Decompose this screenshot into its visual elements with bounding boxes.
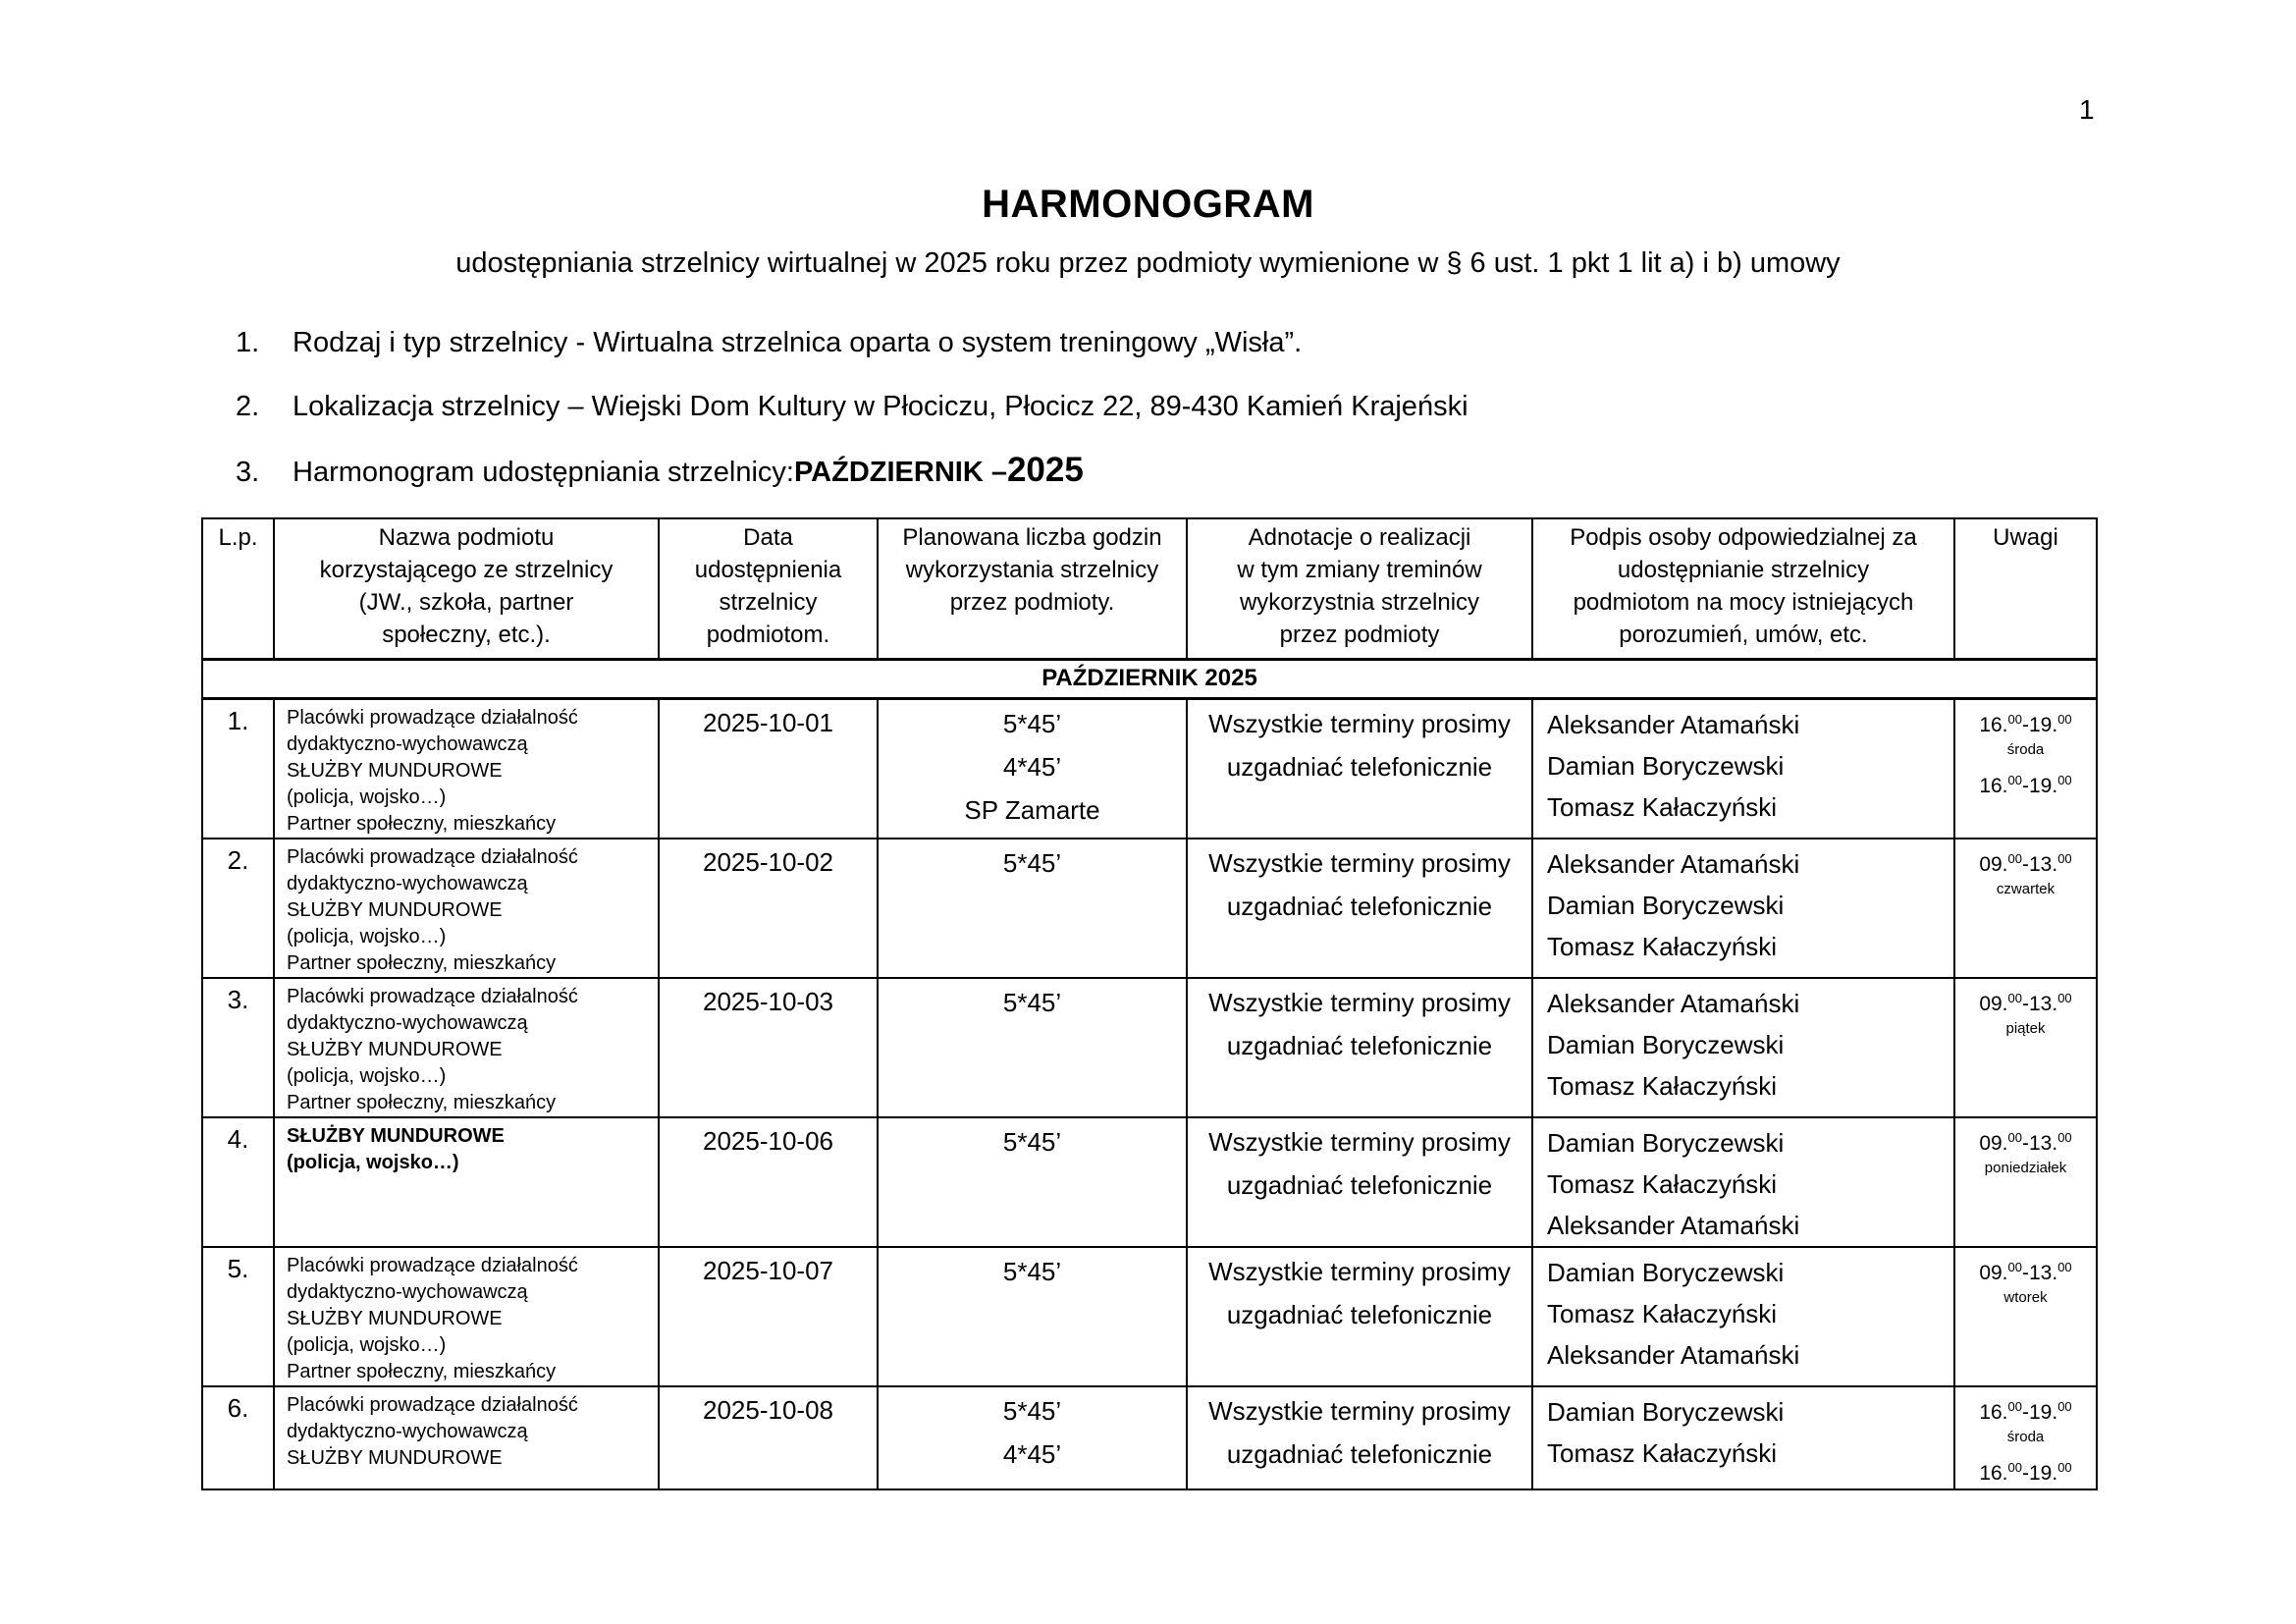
header-line: podmiotom na mocy istniejących (1573, 589, 1914, 616)
intro-item (236, 392, 1468, 421)
list-number: 2. (236, 391, 260, 422)
entity-line: SŁUŻBY MUNDUROWE (287, 898, 503, 921)
signature-name: Damian Boryczewski (1547, 1029, 1785, 1059)
notes-cell (1187, 1247, 1532, 1386)
signature-cell (1532, 1247, 1954, 1386)
hours-line: 5*45’ (1002, 1256, 1062, 1286)
lp-cell: 3. (202, 978, 274, 1117)
entity-line: Partner społeczny, mieszkańcy (287, 1091, 557, 1113)
hours-line: 5*45’ (1002, 1126, 1062, 1157)
time-superscript: 00 (2007, 711, 2022, 727)
entity-line: (policja, wojsko…) (287, 925, 447, 947)
notes-line: uzgadniać telefonicznie (1226, 751, 1493, 782)
hours-line: 5*45’ (1002, 987, 1062, 1017)
remarks-cell (1954, 1117, 2097, 1247)
notes-line: Wszystkie terminy prosimy (1208, 987, 1511, 1017)
signature-name: Tomasz Kałaczyński (1547, 1437, 1778, 1468)
header-line: wykorzystnia strzelnicy (1239, 589, 1480, 616)
list-text: Lokalizacja strzelnicy – Wiejski Dom Kultury w Płociczu, Płocicz 22, 89-430 Kamień Krajeński (293, 391, 1468, 422)
notes-cell (1187, 1386, 1532, 1489)
remark-time: 09.00-13.00 (1979, 1129, 2072, 1155)
notes-line: Wszystkie terminy prosimy (1208, 847, 1511, 878)
time-superscript: 00 (2007, 772, 2022, 787)
header-line: przez podmioty. (949, 589, 1115, 616)
notes-line: Wszystkie terminy prosimy (1208, 1256, 1511, 1286)
entity-cell (274, 1386, 659, 1489)
time-superscript: 00 (2007, 1459, 2022, 1475)
notes-line: uzgadniać telefonicznie (1226, 1030, 1493, 1060)
remarks-cell (1954, 1247, 2097, 1386)
remark-time: 16.00-19.00 (1979, 1398, 2072, 1424)
entity-line: dydaktyczno-wychowawczą (287, 1280, 528, 1303)
entity-line: dydaktyczno-wychowawczą (287, 732, 528, 755)
remark-day: środa (2006, 740, 2045, 758)
entity-line: Partner społeczny, mieszkańcy (287, 1360, 557, 1382)
header-line: L.p. (218, 524, 258, 551)
remark-time: 09.00-13.00 (1979, 850, 2072, 876)
list-text: Rodzaj i typ strzelnicy - Wirtualna strzelnica oparta o system treningowy „Wisła”. (293, 327, 1303, 358)
date-cell: 2025-10-06 (659, 1117, 878, 1247)
remarks-cell (1954, 978, 2097, 1117)
remark-time: 16.00-19.00 (1979, 711, 2072, 736)
table-row (202, 839, 2097, 978)
remarks-cell (1954, 1386, 2097, 1489)
schedule-table-body (202, 659, 2097, 1489)
list-text-bold: PAŹDZIERNIK – (793, 457, 1007, 488)
signature-name: Damian Boryczewski (1547, 1257, 1785, 1287)
lp-cell: 6. (202, 1386, 274, 1489)
date-cell: 2025-10-08 (659, 1386, 878, 1489)
hours-line: SP Zamarte (964, 794, 1100, 825)
time-superscript: 00 (2007, 1398, 2022, 1414)
time-superscript: 00 (2057, 850, 2072, 866)
notes-line: uzgadniać telefonicznie (1226, 891, 1493, 921)
remark-day: wtorek (2003, 1288, 2048, 1306)
signature-name: Aleksander Atamański (1547, 1339, 1800, 1370)
signature-name: Tomasz Kałaczyński (1547, 1070, 1778, 1101)
lp-cell: 2. (202, 839, 274, 978)
list-number: 3. (236, 457, 260, 488)
remark-day: poniedziałek (1984, 1159, 2067, 1176)
time-superscript: 00 (2007, 1129, 2022, 1145)
hours-cell (878, 1386, 1187, 1489)
hours-cell (878, 698, 1187, 839)
signature-name: Tomasz Kałaczyński (1547, 1168, 1778, 1199)
notes-line: Wszystkie terminy prosimy (1208, 1126, 1511, 1157)
table-row (202, 978, 2097, 1117)
time-superscript: 00 (2007, 1259, 2022, 1274)
hours-cell (878, 1117, 1187, 1247)
remark-day: czwartek (1996, 880, 2056, 897)
entity-line: Placówki prowadzące działalność (287, 1393, 578, 1416)
entity-cell (274, 1247, 659, 1386)
remark-day: środa (2006, 1428, 2045, 1445)
notes-cell (1187, 698, 1532, 839)
hours-line: 5*45’ (1002, 847, 1062, 878)
list-number: 1. (236, 327, 260, 358)
signature-name: Damian Boryczewski (1547, 890, 1785, 920)
header-line: Data (743, 524, 793, 551)
header-line: podmiotom. (706, 622, 830, 648)
entity-line: dydaktyczno-wychowawczą (287, 1011, 528, 1034)
header-cell (1532, 518, 1954, 659)
remarks-cell (1954, 698, 2097, 839)
time-superscript: 00 (2057, 1129, 2072, 1145)
lp-cell: 5. (202, 1247, 274, 1386)
notes-line: uzgadniać telefonicznie (1226, 1299, 1493, 1329)
notes-line: Wszystkie terminy prosimy (1208, 708, 1511, 738)
signature-cell (1532, 1386, 1954, 1489)
entity-cell (274, 978, 659, 1117)
entity-cell (274, 698, 659, 839)
time-superscript: 00 (2007, 990, 2022, 1005)
lp-cell: 1. (202, 698, 274, 839)
header-cell (1954, 518, 2097, 659)
notes-line: uzgadniać telefonicznie (1226, 1438, 1493, 1469)
header-line: udostępnienia (694, 557, 842, 583)
page-number: 1 (2079, 94, 2095, 125)
time-superscript: 00 (2057, 711, 2072, 727)
entity-line: (policja, wojsko…) (287, 1064, 447, 1087)
remark-time: 09.00-13.00 (1979, 1259, 2072, 1284)
entity-line: dydaktyczno-wychowawczą (287, 872, 528, 894)
date-cell: 2025-10-02 (659, 839, 878, 978)
signature-name: Tomasz Kałaczyński (1547, 1298, 1778, 1328)
signature-cell (1532, 839, 1954, 978)
header-cell (659, 518, 878, 659)
signature-name: Damian Boryczewski (1547, 1127, 1785, 1158)
lp-cell: 4. (202, 1117, 274, 1247)
entity-line: SŁUŻBY MUNDUROWE (287, 1446, 503, 1469)
entity-line: (policja, wojsko…) (287, 1151, 459, 1173)
notes-cell (1187, 839, 1532, 978)
hours-line: 4*45’ (1002, 751, 1062, 782)
document-subtitle: udostępniania strzelnicy wirtualnej w 2025 roku przez podmioty wymienione w § 6 ust. 1 pkt 1 lit a) i b) umowy (455, 247, 1841, 279)
section-banner: PAŹDZIERNIK 2025 (202, 659, 2097, 698)
header-line: porozumień, umów, etc. (1619, 622, 1868, 648)
entity-line: Placówki prowadzące działalność (287, 845, 578, 868)
entity-line: (policja, wojsko…) (287, 785, 447, 808)
signature-cell (1532, 698, 1954, 839)
signature-name: Tomasz Kałaczyński (1547, 791, 1778, 822)
notes-line: uzgadniać telefonicznie (1226, 1169, 1493, 1200)
entity-line: Partner społeczny, mieszkańcy (287, 951, 557, 974)
remark-time: 16.00-19.00 (1979, 772, 2072, 797)
header-line: społeczny, etc.). (382, 622, 551, 648)
document-title: HARMONOGRAM (982, 183, 1314, 226)
hours-cell (878, 839, 1187, 978)
entity-line: Partner społeczny, mieszkańcy (287, 812, 557, 835)
signature-name: Damian Boryczewski (1547, 750, 1785, 781)
remarks-cell (1954, 839, 2097, 978)
table-row (202, 698, 2097, 839)
header-line: Podpis osoby odpowiedzialnej za (1570, 524, 1917, 551)
header-cell (202, 518, 274, 659)
list-text: Harmonogram udostępniania strzelnicy: (293, 457, 794, 488)
hours-cell (878, 978, 1187, 1117)
header-line: Uwagi (1993, 524, 2058, 551)
entity-line: SŁUŻBY MUNDUROWE (287, 1307, 503, 1329)
header-line: korzystającego ze strzelnicy (319, 557, 614, 583)
signature-name: Tomasz Kałaczyński (1547, 931, 1778, 961)
table-header-row (202, 518, 2097, 659)
intro-list (236, 328, 1468, 521)
header-cell (274, 518, 659, 659)
time-superscript: 00 (2057, 1398, 2072, 1414)
section-banner-row (202, 659, 2097, 698)
entity-line: SŁUŻBY MUNDUROWE (287, 1038, 503, 1060)
hours-line: 5*45’ (1002, 1395, 1062, 1426)
entity-line: SŁUŻBY MUNDUROWE (287, 759, 503, 782)
hours-line: 4*45’ (1002, 1438, 1062, 1469)
entity-line: dydaktyczno-wychowawczą (287, 1420, 528, 1442)
entity-line: Placówki prowadzące działalność (287, 706, 578, 729)
entity-line: SŁUŻBY MUNDUROWE (287, 1124, 505, 1147)
table-row (202, 1117, 2097, 1247)
header-cell (1187, 518, 1532, 659)
signature-name: Aleksander Atamański (1547, 1210, 1800, 1240)
hours-line: 5*45’ (1002, 708, 1062, 738)
notes-cell (1187, 1117, 1532, 1247)
notes-cell (1187, 978, 1532, 1117)
list-text-bold-large: 2025 (1006, 451, 1084, 489)
time-superscript: 00 (2057, 1259, 2072, 1274)
header-line: udostępnianie strzelnicy (1617, 557, 1870, 583)
table-row (202, 1386, 2097, 1489)
header-cell (878, 518, 1187, 659)
time-superscript: 00 (2057, 772, 2072, 787)
table-row (202, 1247, 2097, 1386)
date-cell: 2025-10-03 (659, 978, 878, 1117)
header-line: Planowana liczba godzin (902, 524, 1162, 551)
header-line: (JW., szkoła, partner (358, 589, 574, 616)
date-cell: 2025-10-01 (659, 698, 878, 839)
header-line: w tym zmiany treminów (1237, 557, 1482, 583)
header-line: przez podmioty (1279, 622, 1440, 648)
signature-name: Aleksander Atamański (1547, 848, 1800, 879)
signature-name: Aleksander Atamański (1547, 709, 1800, 739)
time-superscript: 00 (2057, 1459, 2072, 1475)
header-line: Adnotacje o realizacji (1248, 524, 1471, 551)
header-line: strzelnicy (719, 589, 818, 616)
entity-cell (274, 839, 659, 978)
entity-cell (274, 1117, 659, 1247)
hours-cell (878, 1247, 1187, 1386)
remark-day: piątek (2005, 1019, 2046, 1037)
signature-name: Aleksander Atamański (1547, 988, 1800, 1018)
remark-time: 16.00-19.00 (1979, 1459, 2072, 1485)
signature-cell (1532, 978, 1954, 1117)
entity-line: Placówki prowadzące działalność (287, 1254, 578, 1276)
entity-line: (policja, wojsko…) (287, 1333, 447, 1356)
notes-line: Wszystkie terminy prosimy (1208, 1395, 1511, 1426)
signature-name: Damian Boryczewski (1547, 1396, 1785, 1427)
remark-time: 09.00-13.00 (1979, 990, 2072, 1015)
intro-item (236, 451, 1468, 489)
date-cell: 2025-10-07 (659, 1247, 878, 1386)
time-superscript: 00 (2057, 990, 2072, 1005)
header-line: Nazwa podmiotu (378, 524, 555, 551)
entity-line: Placówki prowadzące działalność (287, 985, 578, 1007)
signature-cell (1532, 1117, 1954, 1247)
schedule-table (201, 517, 2098, 1490)
header-line: wykorzystania strzelnicy (905, 557, 1159, 583)
time-superscript: 00 (2007, 850, 2022, 866)
intro-item (236, 328, 1468, 357)
